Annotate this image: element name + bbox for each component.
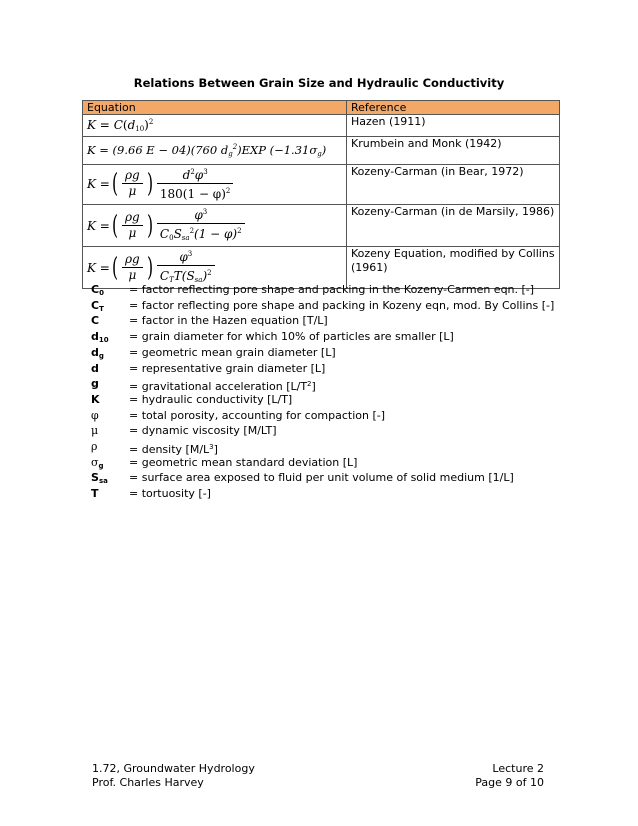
kozeny-carman-marsily-equation: K = ( $\frac{\rho g}{\mu}$ ) $\frac{\varphi^3}{C_0S_{sa}^2(1 - \varphi)^2}$ [87, 205, 342, 246]
eq-subscript: g [317, 150, 322, 158]
kozeny-carman-bear-equation: K = ( $\frac{\rho g}{\mu}$ ) $\frac{d^2\varphi^3}{180(1 - \varphi)^2}$ [87, 165, 342, 202]
eq-superscript: 2 [190, 168, 195, 176]
equation-table [82, 100, 560, 289]
definition-symbol: dg [91, 345, 104, 360]
definition-row [91, 441, 554, 457]
eq-subscript: sa [194, 276, 203, 284]
eq-subscript: 10 [135, 125, 145, 133]
table-row [83, 165, 560, 205]
eq-subscript: sa [181, 234, 190, 242]
eq-denominator: 180(1 − φ) [159, 187, 226, 201]
definition-text: = grain diameter for which 10% of particles are smaller [L] [129, 330, 454, 344]
eq-numerator: ρg [122, 210, 143, 226]
footer-lecture: Lecture 2 [492, 762, 544, 775]
definition-row [91, 457, 554, 473]
eq-symbol: K [87, 118, 96, 132]
definition-text: = factor reflecting pore shape and packing in Kozeny eqn, mod. By Collins [-] [129, 298, 555, 312]
definition-text: = density $[M/L^3]$ [129, 443, 218, 457]
eq-symbol: S [173, 227, 182, 241]
eq-symbol: φ [194, 168, 204, 182]
definition-text: = tortuosity [-] [129, 487, 211, 501]
definition-symbol: C0 [91, 283, 104, 297]
eq-numerator: ρg [122, 168, 143, 184]
page-title: Relations Between Grain Size and Hydraulic Conductivity [133, 76, 505, 90]
equation-column-header: Equation [83, 101, 347, 115]
eq-symbol: C [113, 118, 123, 132]
variable-definitions [91, 284, 554, 504]
definition-text: = geometric mean standard deviation [L] [129, 455, 358, 469]
definition-symbol: g [91, 377, 99, 391]
eq-fraction [122, 168, 143, 199]
definition-text: = dynamic viscosity [M/LT] [129, 424, 277, 438]
eq-symbol: = [99, 118, 110, 132]
definition-symbol: CT [91, 298, 104, 313]
equation-cell [83, 115, 347, 137]
reference-cell: Kozeny-Carman (in de Marsily, 1986) [347, 205, 560, 247]
eq-numerator: ρg [122, 252, 143, 268]
definition-text: = factor in the Hazen equation [T/L] [129, 314, 328, 328]
definition-symbol: K [91, 392, 100, 406]
definition-row [91, 488, 554, 504]
eq-symbol: φ [179, 250, 188, 264]
definition-symbol: d [91, 361, 99, 375]
page-footer [92, 762, 544, 790]
definition-row [91, 363, 554, 379]
eq-symbol: d [127, 118, 136, 132]
eq-symbol: K = [87, 218, 110, 233]
eq-fraction [122, 252, 143, 283]
table-row [83, 205, 560, 247]
definition-symbol: C [91, 314, 100, 328]
definition-text: = surface area exposed to fluid per unit volume of solid medium [1/L] [129, 471, 514, 485]
eq-text: ) [321, 143, 327, 157]
definition-symbol: φ [91, 408, 99, 422]
equation-cell [83, 165, 347, 205]
eq-superscript: 2 [189, 227, 195, 235]
definition-symbol: σg [91, 455, 104, 470]
eq-symbol: C [159, 269, 170, 283]
definition-row [91, 425, 554, 441]
definition-symbol: T [91, 487, 99, 501]
definition-symbol: d10 [91, 330, 109, 345]
eq-symbol: T(S [173, 269, 195, 283]
definition-text: = gravitational acceleration $[L/T^2]$ [129, 380, 316, 394]
eq-denominator: μ [128, 226, 137, 240]
footer-professor: Prof. Charles Harvey [92, 776, 204, 789]
kozeny-collins-equation: K = ( $\frac{\rho g}{\mu}$ ) $\frac{\varphi^3}{C_TT(S_{sa})^2}$ [87, 247, 342, 288]
eq-superscript: 3 [203, 168, 208, 176]
footer-course: 1.72, Groundwater Hydrology [92, 762, 255, 775]
reference-cell: Kozeny Equation, modified by Collins (1961) [347, 247, 560, 289]
eq-symbol: K = [87, 176, 110, 191]
table-row [83, 115, 560, 137]
eq-symbol: K = [87, 260, 110, 275]
definition-text: = representative grain diameter [L] [129, 361, 326, 375]
eq-fraction [157, 247, 215, 288]
eq-superscript: 3 [187, 250, 193, 258]
definition-row [91, 378, 554, 394]
eq-text: K = (9.66 E − 04)(760 d [87, 143, 229, 157]
eq-subscript: 0 [169, 234, 174, 242]
equation-cell [83, 205, 347, 247]
eq-fraction [157, 165, 233, 202]
table-row [83, 137, 560, 165]
eq-superscript: 3 [202, 208, 208, 216]
eq-symbol: (1 − φ) [194, 227, 238, 241]
table-header-row [83, 101, 560, 115]
eq-fraction [122, 210, 143, 241]
reference-cell: Hazen (1911) [347, 115, 560, 137]
footer-page-number: Page 9 of 10 [475, 776, 544, 789]
eq-text: )EXP (−1.31σ [237, 143, 318, 157]
eq-symbol: φ [194, 208, 203, 222]
reference-cell: Kozeny-Carman (in Bear, 1972) [347, 165, 560, 205]
definition-symbol: μ [91, 424, 99, 438]
reference-column-header: Reference [347, 101, 560, 115]
definition-row [91, 331, 554, 347]
hazen-equation: $K = C(d_{10})^2$ [87, 118, 154, 133]
definition-text: = geometric mean grain diameter [L] [129, 345, 336, 359]
eq-superscript: 2 [225, 187, 231, 195]
definition-row [91, 472, 554, 488]
definition-row [91, 394, 554, 410]
definition-row [91, 315, 554, 331]
eq-subscript: g [228, 150, 233, 158]
eq-superscript: 2 [148, 118, 154, 126]
definition-text: = hydraulic conductivity [L/T] [129, 392, 293, 406]
eq-symbol: ) [202, 269, 208, 283]
eq-denominator: μ [128, 184, 137, 198]
eq-symbol: C [159, 227, 170, 241]
definition-row [91, 347, 554, 363]
eq-superscript: 2 [207, 269, 212, 277]
eq-denominator: μ [128, 268, 137, 282]
eq-subscript: T [169, 276, 174, 284]
equation-cell [83, 137, 347, 165]
eq-fraction [157, 205, 245, 246]
krumbein-monk-equation [87, 143, 326, 157]
definition-row [91, 284, 554, 300]
eq-symbol: d [182, 168, 191, 182]
definition-symbol: Ssa [91, 471, 108, 486]
reference-cell: Krumbein and Monk (1942) [347, 137, 560, 165]
definition-row [91, 410, 554, 426]
definition-symbol: ρ [91, 440, 98, 454]
definition-row [91, 300, 554, 316]
definition-text: = factor reflecting pore shape and packing in the Kozeny-Carmen eqn. [-] [129, 283, 535, 296]
eq-superscript: 2 [237, 227, 242, 235]
definition-text: = total porosity, accounting for compaction [-] [129, 408, 386, 422]
eq-superscript: 2 [232, 143, 238, 151]
